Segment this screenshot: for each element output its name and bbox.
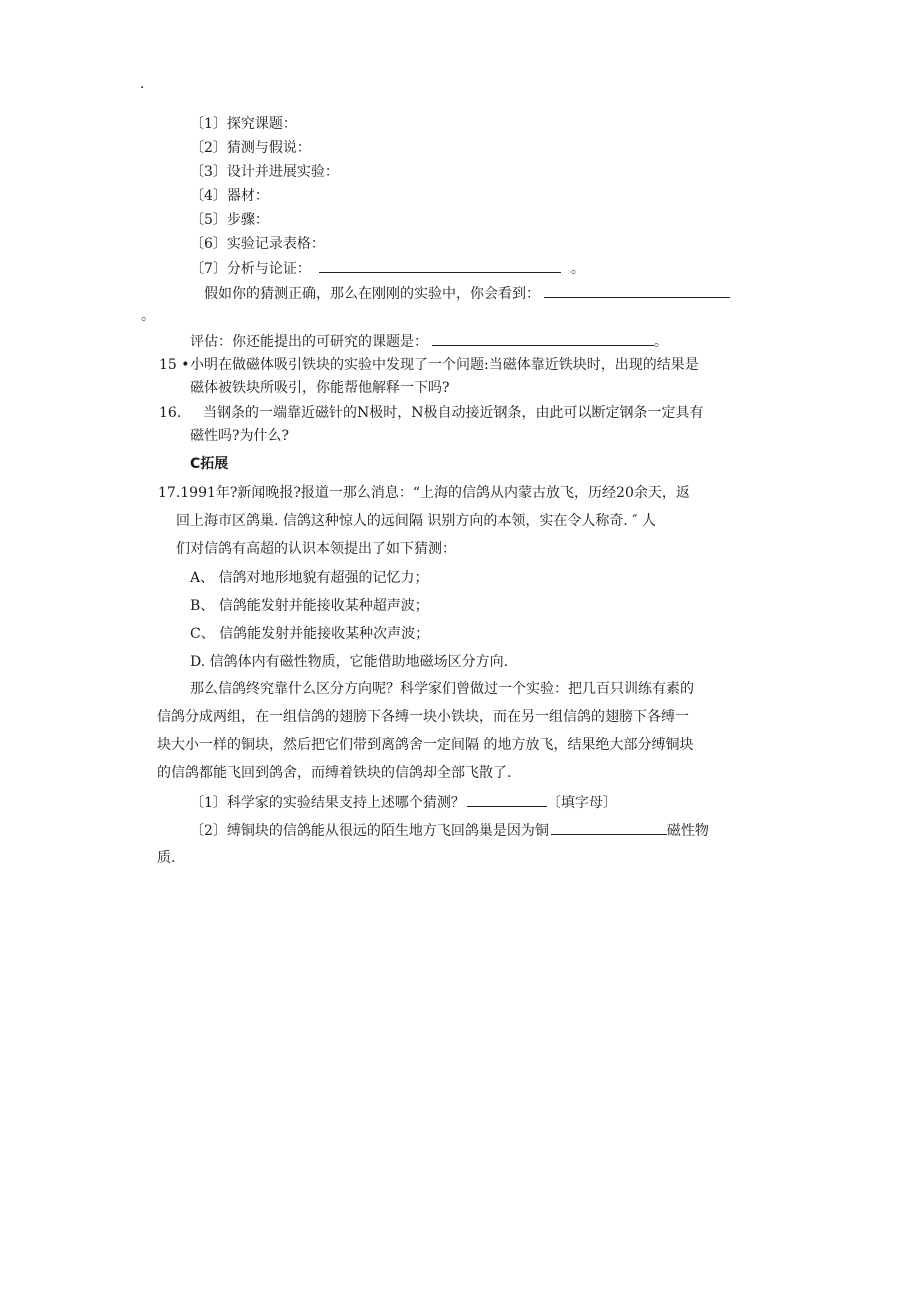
header-dot: · [140,80,145,96]
q17-line-3: 们对信鸽有高超的认识本领提出了如下猜测： [176,541,456,557]
evaluation-blank[interactable] [432,331,654,346]
step-5: 〔5〕步骤： [190,212,269,228]
q16-number: 16. [159,405,182,421]
step-7: 〔7〕分析与论证： 。 [190,258,585,279]
q17-sub-2-blank[interactable] [551,820,667,835]
step-2: 〔2〕猜测与假说： [190,140,311,156]
q15-line-2: 磁体被铁块所吸引，你能帮他解释一下吗? [190,380,450,396]
evaluation-line: 评估：你还能提出的可研究的课题是： 。 [190,331,668,352]
guess-blank[interactable] [544,283,730,298]
step-1: 〔1〕探究课题： [190,116,297,132]
q17-sub-2: 〔2〕缚铜块的信鸽能从很远的陌生地方飞回鸽巢是因为铜 磁性物 [190,820,709,841]
guess-line: 假如你的猜测正确，那么在刚刚的实验中，你会看到： [204,283,730,304]
q16-line-1: 当钢条的一端靠近磁针的N极时，N极自动接近钢条，由此可以断定钢条一定具有 [203,405,704,421]
guess-line-end: 。 [141,308,155,324]
q16-line-2: 磁性吗?为什么? [190,428,290,444]
q15-line-1: 小明在做磁体吸引铁块的实验中发现了一个问题:当磁体靠近铁块时，出现的结果是 [190,357,699,373]
q17-option-d: D. 信鸽体内有磁性物质，它能借助地磁场区分方向. [190,654,509,670]
step-7-label: 〔7〕分析与论证： [190,261,311,277]
q17-option-b: B、 信鸽能发射并能接收某种超声波； [190,598,429,614]
q17-line-1: 17.1991年?新闻晚报?报道一那么消息：“上海的信鸽从内蒙古放飞，历经20余天，返 [158,485,690,501]
section-c-heading: C拓展 [190,456,229,472]
q17-para-line-2: 信鸽分成两组，在一组信鸽的翅膀下各缚一块小铁块，而在另一组信鸽的翅膀下各缚一 [157,709,689,725]
step-4: 〔4〕器材： [190,188,269,204]
q17-para-line-4: 的信鸽都能飞回到鸽舍，而缚着铁块的信鸽却全部飞散了. [157,765,512,781]
q17-option-c: C、 信鸽能发射并能接收某种次声波； [190,626,430,642]
step-3: 〔3〕设计并进展实验： [190,164,339,180]
q17-sub-2-line-2: 质. [157,850,176,866]
q17-para-line-1: 那么信鸽终究靠什么区分方向呢？科学家们曾做过一个实验：把几百只训练有素的 [190,681,694,697]
q17-para-line-3: 块大小一样的铜块，然后把它们带到离鸽舍一定间隔 的地方放飞，结果绝大部分缚铜块 [157,737,694,753]
q15-number: 15 • [159,357,190,373]
q17-option-a: A、 信鸽对地形地貌有超强的记忆力； [190,570,429,586]
q17-line-2: 回上海市区鸽巢. 信鸽这种惊人的远间隔 识别方向的本领，实在令人称奇. ″ 人 [176,513,656,529]
step-6: 〔6〕实验记录表格： [190,236,325,252]
step-7-blank[interactable] [319,258,561,273]
q17-sub-1: 〔1〕科学家的实验结果支持上述哪个猜测？ 〔填字母〕 [190,792,617,813]
q17-sub-1-blank[interactable] [467,792,547,807]
